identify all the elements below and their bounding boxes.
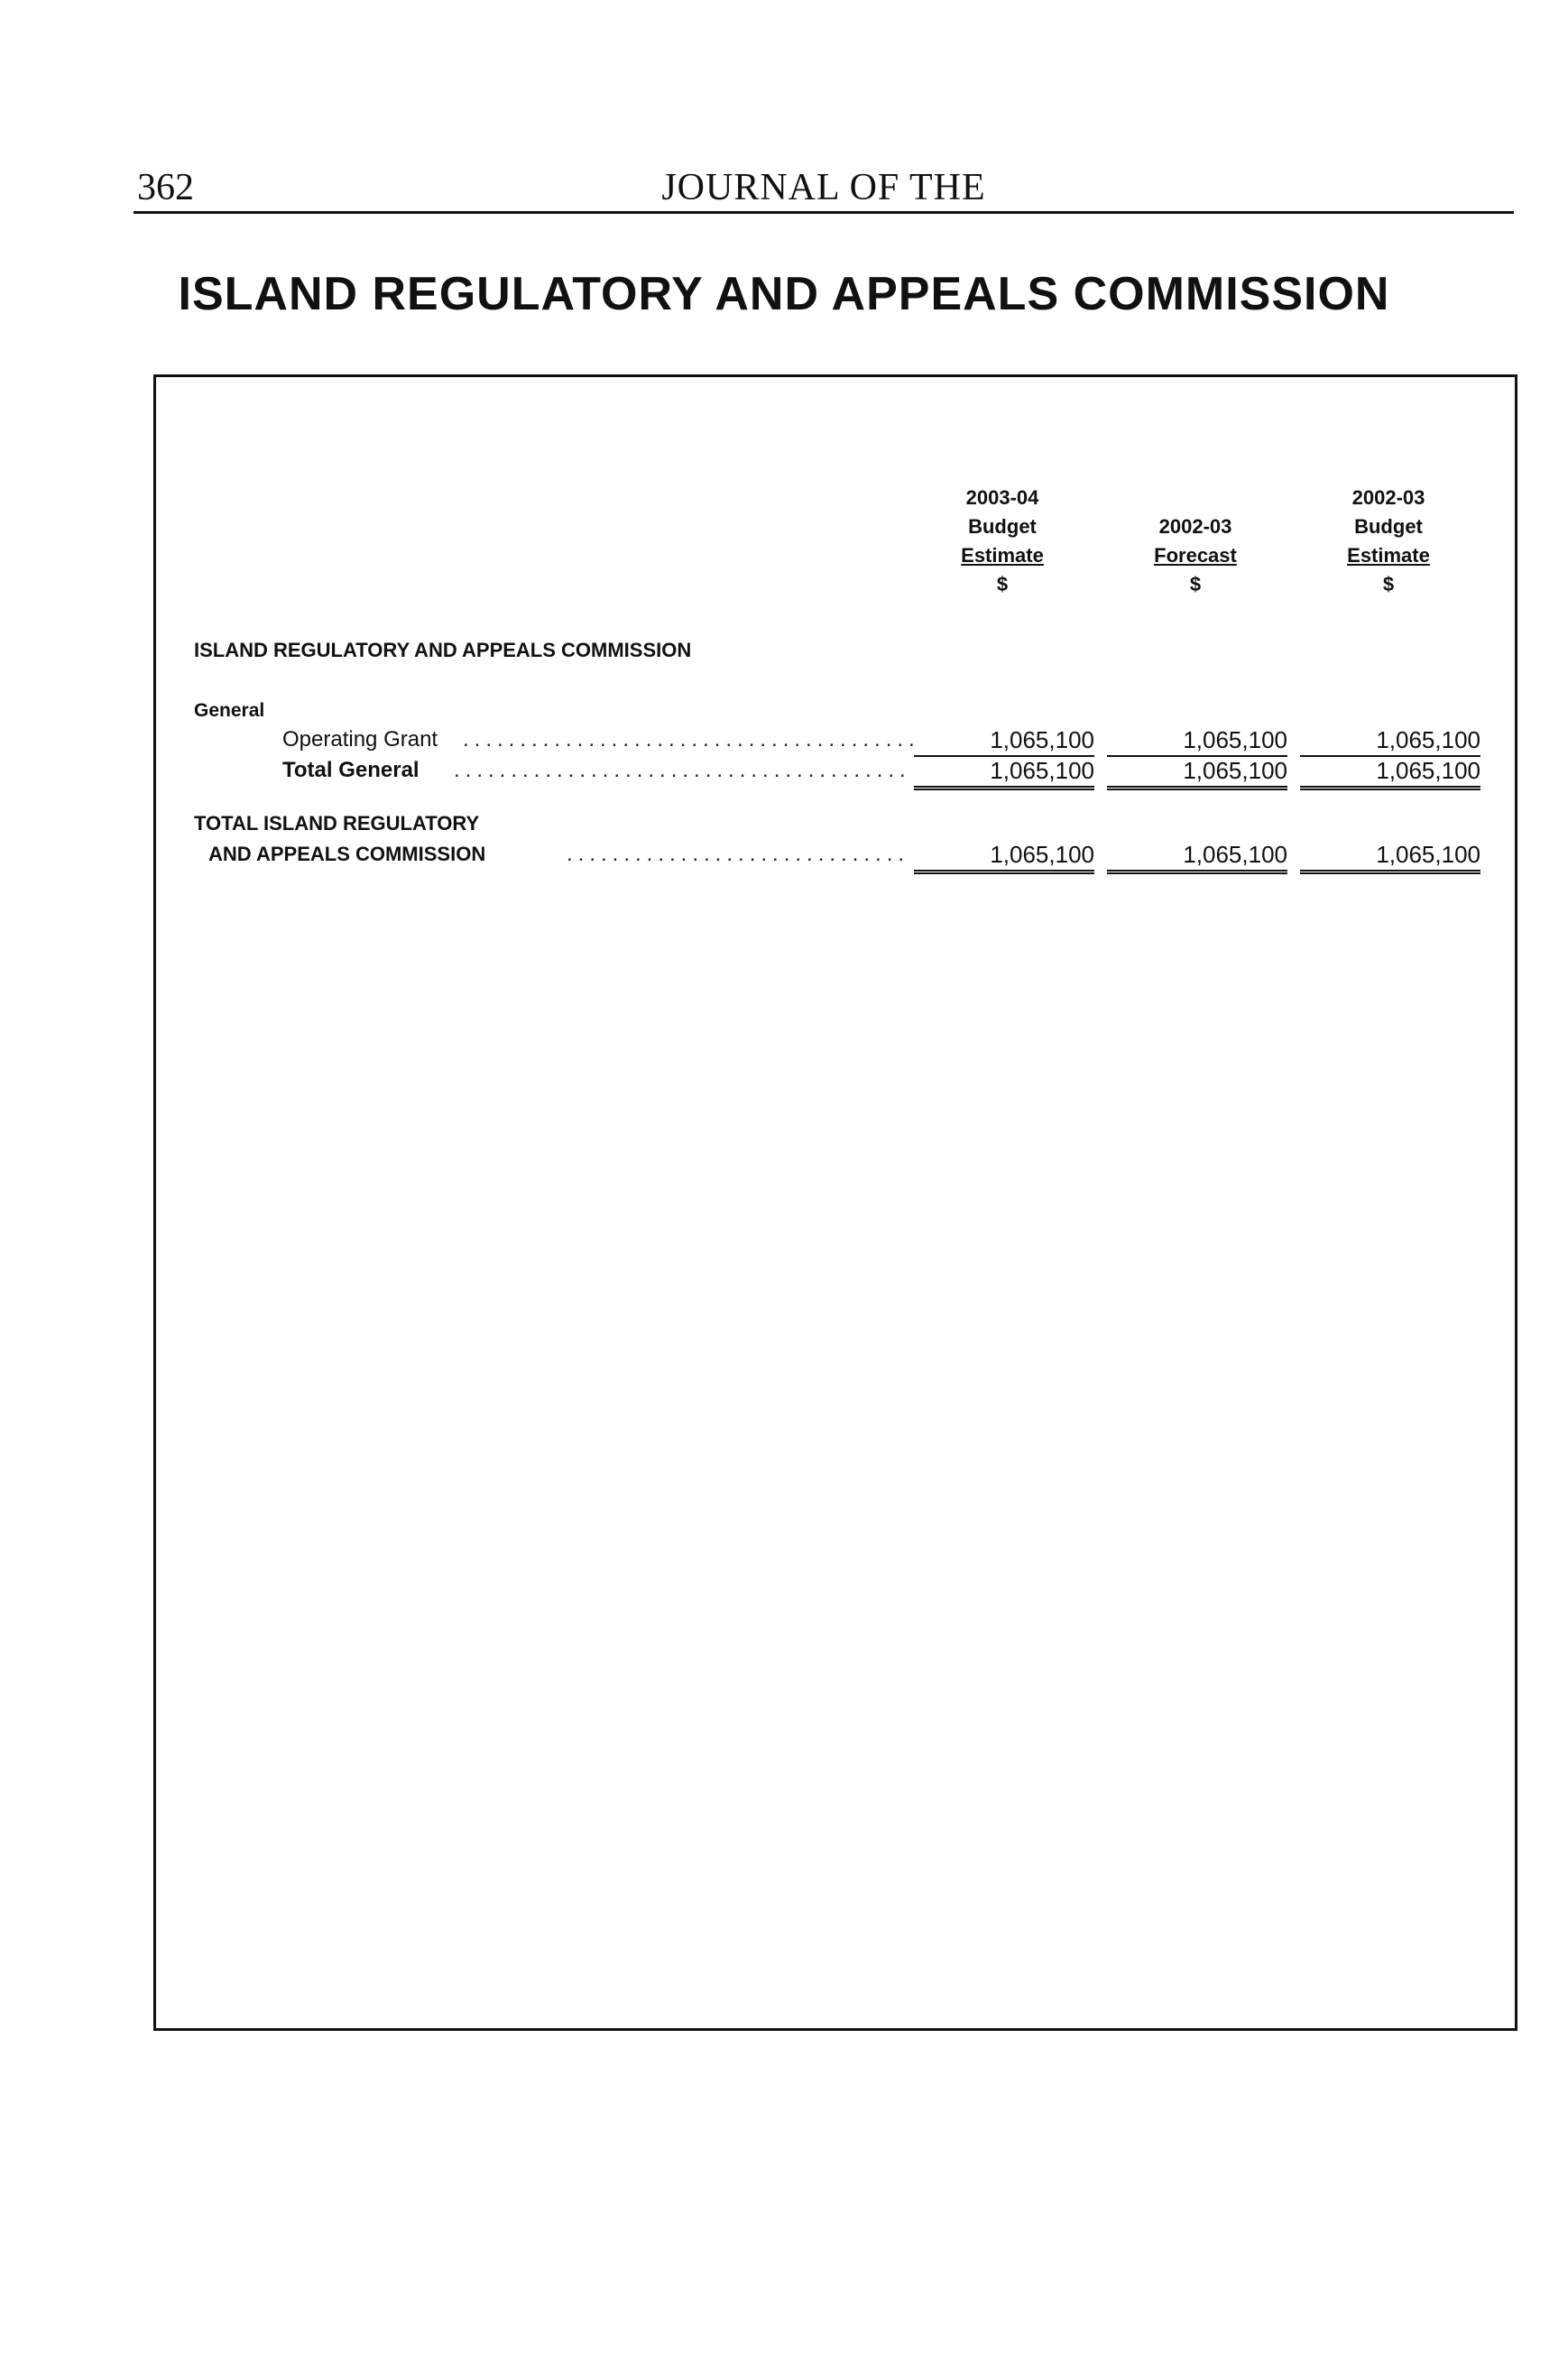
row-label-total-general: Total General	[282, 758, 420, 782]
total-value-col3: 1,065,100	[1300, 839, 1480, 874]
column-header-1	[912, 484, 1093, 599]
dot-leader: ..............................	[567, 842, 910, 866]
total-value-col2: 1,065,100	[1107, 839, 1287, 874]
column-header-2-line1	[1105, 484, 1286, 512]
column-header-2-unit: $	[1189, 573, 1202, 595]
column-header-3-line3: Estimate	[1347, 544, 1430, 567]
table-row-total-general	[156, 755, 1520, 786]
total-label-line1: TOTAL ISLAND REGULATORY	[194, 812, 480, 835]
section-heading: ISLAND REGULATORY AND APPEALS COMMISSION	[194, 639, 692, 661]
column-header-1-line2: Budget	[968, 515, 1037, 538]
column-header-1-unit: $	[996, 573, 1009, 595]
running-head: JOURNAL OF THE	[661, 167, 986, 208]
row-value-total-general-col2: 1,065,100	[1107, 755, 1287, 790]
group-label: General	[194, 700, 265, 721]
row-value-total-general-col3: 1,065,100	[1300, 755, 1480, 790]
column-header-2-line3: Forecast	[1154, 544, 1237, 567]
dot-leader: ........................................	[463, 727, 920, 752]
budget-table-frame	[153, 374, 1517, 2031]
column-header-2	[1105, 484, 1286, 599]
table-row-grand-total	[156, 839, 1520, 870]
column-header-1-line3: Estimate	[961, 544, 1044, 567]
column-header-3-unit: $	[1382, 573, 1395, 595]
column-header-3	[1298, 484, 1479, 599]
row-value-operating-grant-col1: 1,065,100	[914, 724, 1094, 757]
table-row-operating-grant	[156, 724, 1520, 755]
row-value-total-general-col1: 1,065,100	[914, 755, 1094, 790]
row-value-operating-grant-col2: 1,065,100	[1107, 724, 1287, 757]
column-header-2-line2: 2002-03	[1158, 515, 1232, 538]
dot-leader: ........................................	[454, 758, 911, 782]
total-value-col1: 1,065,100	[914, 839, 1094, 874]
page-title: ISLAND REGULATORY AND APPEALS COMMISSION	[178, 268, 1390, 320]
column-header-1-line1: 2003-04	[965, 486, 1039, 509]
column-header-3-line2: Budget	[1354, 515, 1423, 538]
total-label-line2: AND APPEALS COMMISSION	[208, 843, 486, 865]
running-header	[134, 152, 1514, 214]
row-label-operating-grant: Operating Grant	[282, 727, 438, 752]
row-value-operating-grant-col3: 1,065,100	[1300, 724, 1480, 757]
page-number: 362	[137, 167, 194, 208]
column-header-3-line1: 2002-03	[1351, 486, 1425, 509]
